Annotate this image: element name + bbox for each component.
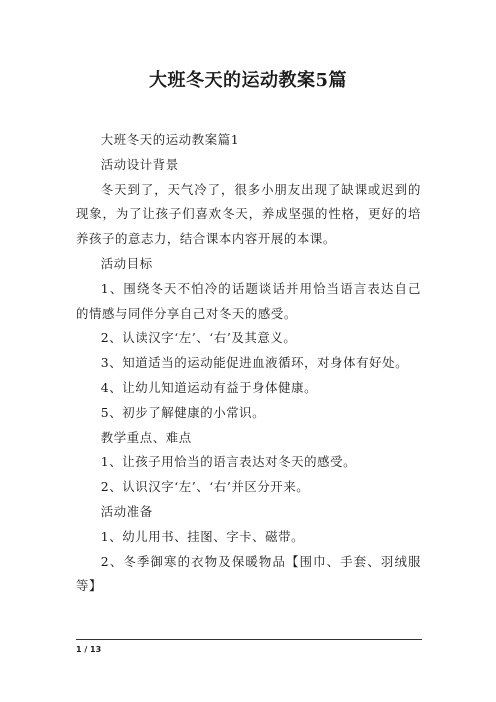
list-item: 5、初步了解健康的小常识。 [100,404,266,420]
list-item: 1、让孩子用恰当的语言表达对冬天的感受。 [100,454,357,470]
section-heading: 大班冬天的运动教案篇1 [100,132,240,147]
subheading-preparation: 活动准备 [100,503,153,519]
document-title: 大班冬天的运动教案5篇 [148,70,348,91]
list-item: 2、冬季御寒的衣物及保暖物品【围巾、手套、羽绒服等】 [76,553,421,594]
page-indicator: 1 / 13 [76,645,102,654]
subheading-objectives: 活动目标 [100,255,153,271]
list-item: 4、让幼儿知道运动有益于身体健康。 [100,379,318,395]
list-item: 2、认读汉字‘左’、‘右’及其意义。 [100,330,297,346]
list-item: 1、围绕冬天不怕冷的话题谈话并用恰当语言表达自己的情感与同伴分享自己对冬天的感受。 [76,280,421,321]
subheading-key-points: 教学重点、难点 [100,429,192,445]
paragraph: 冬天到了，天气冷了，很多小朋友出现了缺课或迟到的现象，为了让孩子们喜欢冬天，养成坚强的性格，更好的培养孩子的意志力，结合课本内容开展的本课。 [76,181,421,247]
list-item: 2、认识汉字‘左’、‘右’并区分开来。 [100,479,310,495]
list-item: 1、幼儿用书、挂图、字卡、磁带。 [100,528,305,544]
footer-divider [76,639,422,640]
list-item: 3、知道适当的运动能促进血液循环，对身体有好处。 [100,355,409,371]
subheading-background: 活动设计背景 [100,156,179,172]
document-body [76,128,421,599]
